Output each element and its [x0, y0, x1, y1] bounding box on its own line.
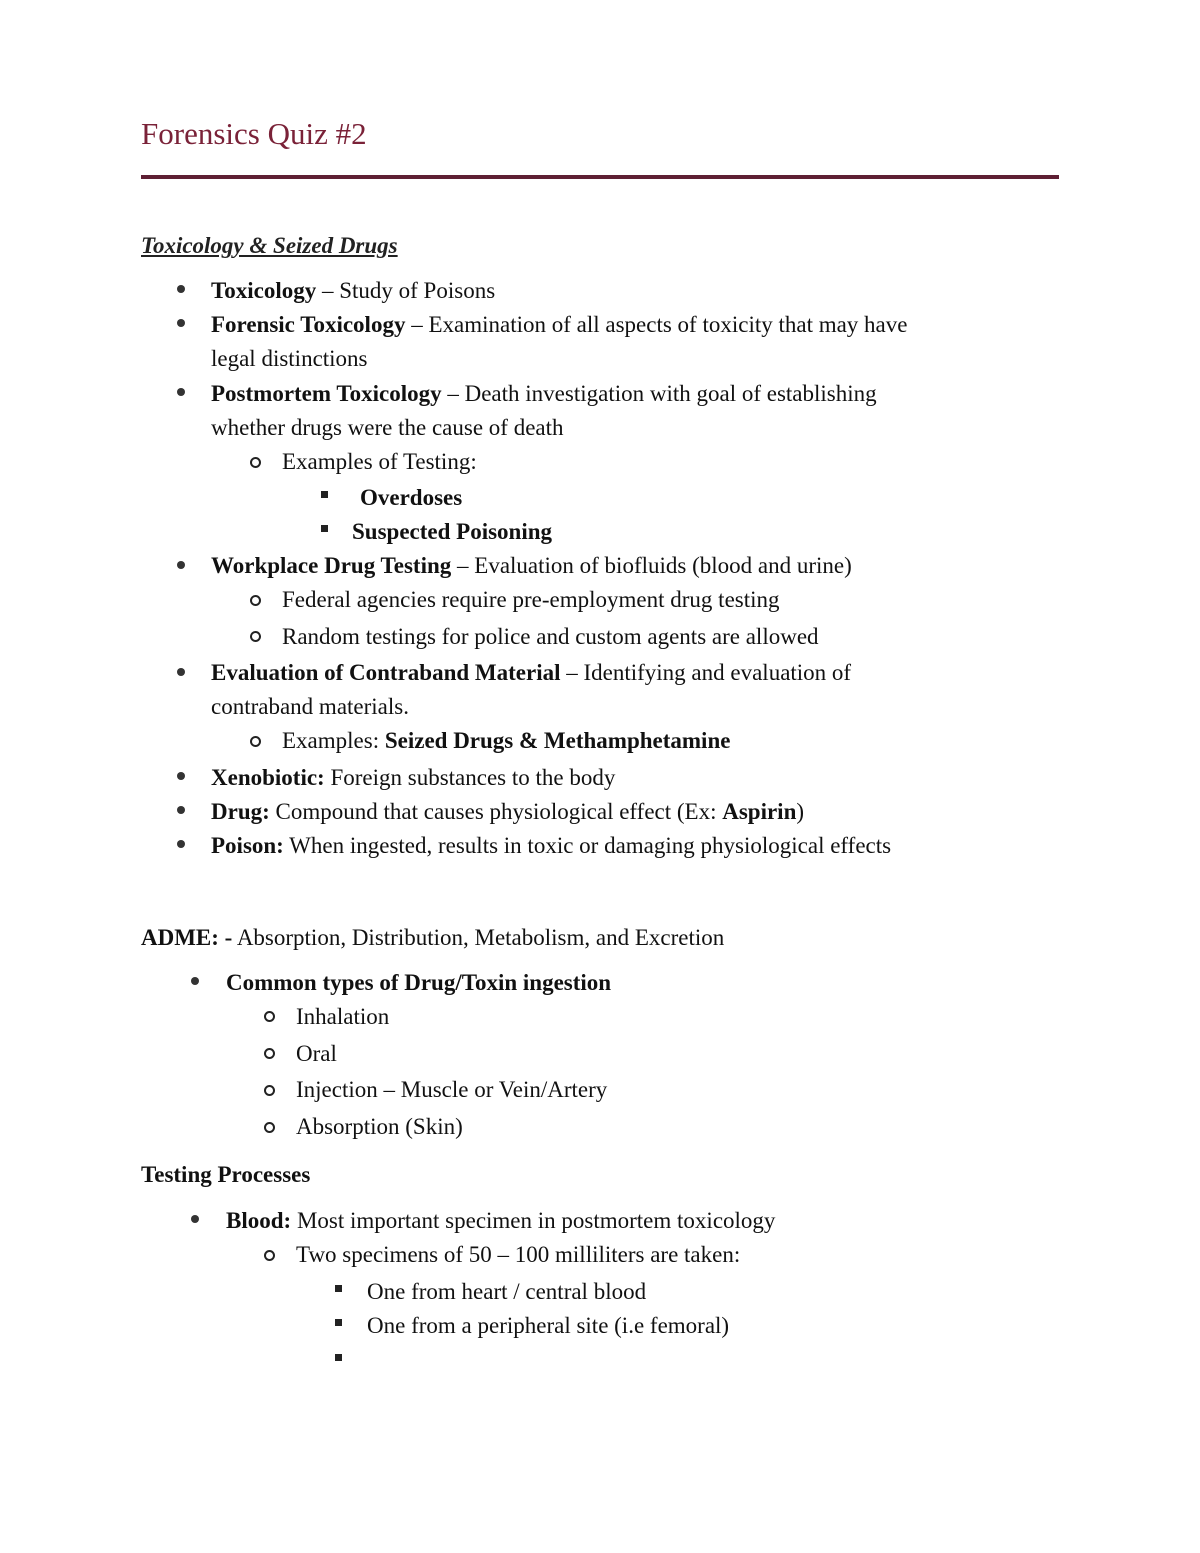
- term-label: Blood:: [226, 1208, 292, 1233]
- bold-text: Seized Drugs & Methamphetamine: [384, 728, 731, 753]
- bullet-disc-icon: [177, 285, 185, 293]
- bold-text: Suspected Poisoning: [352, 519, 553, 544]
- sub-item-inhalation: Inhalation: [296, 1004, 390, 1029]
- list-item-toxicology: [211, 276, 495, 306]
- term-label: Drug:: [211, 799, 270, 824]
- bullet-disc-icon: [177, 806, 185, 814]
- sub-sub-item-overdoses: [360, 483, 462, 513]
- bullet-disc-icon: [177, 840, 185, 848]
- term-definition-tail: ): [796, 799, 805, 824]
- sub-item-federal-agencies: Federal agencies require pre-employment drug testing: [282, 587, 780, 612]
- term-definition: Most important specimen in postmortem toxicology: [291, 1208, 776, 1233]
- bold-text: Overdoses: [360, 485, 463, 510]
- list-item-blood: [226, 1206, 775, 1236]
- sub-item-random-testings: Random testings for police and custom agents are allowed: [282, 624, 819, 649]
- bullet-disc-icon: [177, 319, 185, 327]
- term-label: Workplace Drug Testing: [211, 553, 452, 578]
- list-item-forensic-toxicology: [211, 310, 907, 340]
- bullet-disc-icon: [177, 772, 185, 780]
- term-definition: – Evaluation of biofluids (blood and urine): [451, 553, 852, 578]
- bullet-disc-icon: [177, 561, 185, 569]
- term-definition: When ingested, results in toxic or damaging physiological effects: [283, 833, 892, 858]
- bullet-disc-icon: [191, 977, 199, 985]
- sub-item-prefix: Examples:: [282, 728, 385, 753]
- term-definition: – Study of Poisons: [316, 278, 496, 303]
- term-definition-continued: whether drugs were the cause of death: [211, 415, 564, 440]
- list-item-contraband-material: [211, 658, 851, 688]
- term-definition: – Identifying and evaluation of: [560, 660, 852, 685]
- list-item-drug: [211, 797, 804, 827]
- bullet-square-icon: [321, 525, 328, 532]
- sub-sub-item-peripheral: One from a peripheral site (i.e femoral): [367, 1313, 730, 1338]
- section-heading-testing: [141, 1160, 310, 1190]
- sub-item-examples-contraband: [282, 726, 730, 756]
- term-label: Toxicology: [211, 278, 317, 303]
- bullet-circle-icon: [264, 1250, 275, 1261]
- bullet-circle-icon: [250, 595, 261, 606]
- list-item-workplace-drug-testing: [211, 551, 852, 581]
- title-underline-rule: [141, 175, 1059, 179]
- bullet-disc-icon: [177, 668, 185, 676]
- bullet-disc-icon: [191, 1215, 199, 1223]
- sub-item-examples-of-testing: Examples of Testing:: [282, 449, 477, 474]
- section-heading-toxicology: Toxicology & Seized Drugs: [141, 233, 398, 258]
- bullet-disc-icon: [177, 388, 185, 396]
- list-item-poison: [211, 831, 891, 861]
- bullet-circle-icon: [250, 457, 261, 468]
- bullet-square-icon: [335, 1285, 342, 1292]
- bullet-circle-icon: [250, 736, 261, 747]
- term-definition: – Death investigation with goal of establishing: [441, 381, 877, 406]
- sub-sub-item-suspected-poisoning: [352, 517, 552, 547]
- bold-text: Aspirin: [722, 799, 797, 824]
- sub-item-absorption: Absorption (Skin): [296, 1114, 463, 1139]
- list-item-postmortem-toxicology: [211, 379, 877, 409]
- sub-sub-item-heart: One from heart / central blood: [367, 1279, 647, 1304]
- term-label: Evaluation of Contraband Material: [211, 660, 561, 685]
- bullet-circle-icon: [264, 1122, 275, 1133]
- term-definition: – Examination of all aspects of toxicity that may have: [405, 312, 908, 337]
- adme-line: [141, 923, 724, 953]
- list-item-common-types: [226, 968, 611, 998]
- term-definition-continued: contraband materials.: [211, 694, 409, 719]
- bullet-circle-icon: [264, 1011, 275, 1022]
- bullet-square-icon: [335, 1319, 342, 1326]
- term-label: Postmortem Toxicology: [211, 381, 442, 406]
- sub-item-two-specimens: Two specimens of 50 – 100 milliliters are taken:: [296, 1242, 741, 1267]
- bullet-circle-icon: [250, 631, 261, 642]
- term-label: Forensic Toxicology: [211, 312, 406, 337]
- adme-label: ADME: -: [141, 925, 233, 950]
- sub-item-oral: Oral: [296, 1041, 337, 1066]
- term-definition: Foreign substances to the body: [324, 765, 616, 790]
- bullet-circle-icon: [264, 1085, 275, 1096]
- term-definition-continued: legal distinctions: [211, 346, 368, 371]
- list-item-xenobiotic: [211, 763, 615, 793]
- adme-text: Absorption, Distribution, Metabolism, and Excretion: [232, 925, 725, 950]
- term-label: Xenobiotic:: [211, 765, 325, 790]
- bullet-circle-icon: [264, 1048, 275, 1059]
- bold-text: Common types of Drug/Toxin ingestion: [226, 970, 612, 995]
- bold-text: Testing Processes: [141, 1162, 311, 1187]
- bullet-square-icon: [321, 491, 328, 498]
- term-definition: Compound that causes physiological effect (Ex:: [269, 799, 723, 824]
- term-label: Poison:: [211, 833, 284, 858]
- document-title: Forensics Quiz #2: [141, 116, 367, 151]
- bullet-square-icon: [335, 1354, 342, 1361]
- sub-item-injection: Injection – Muscle or Vein/Artery: [296, 1077, 608, 1102]
